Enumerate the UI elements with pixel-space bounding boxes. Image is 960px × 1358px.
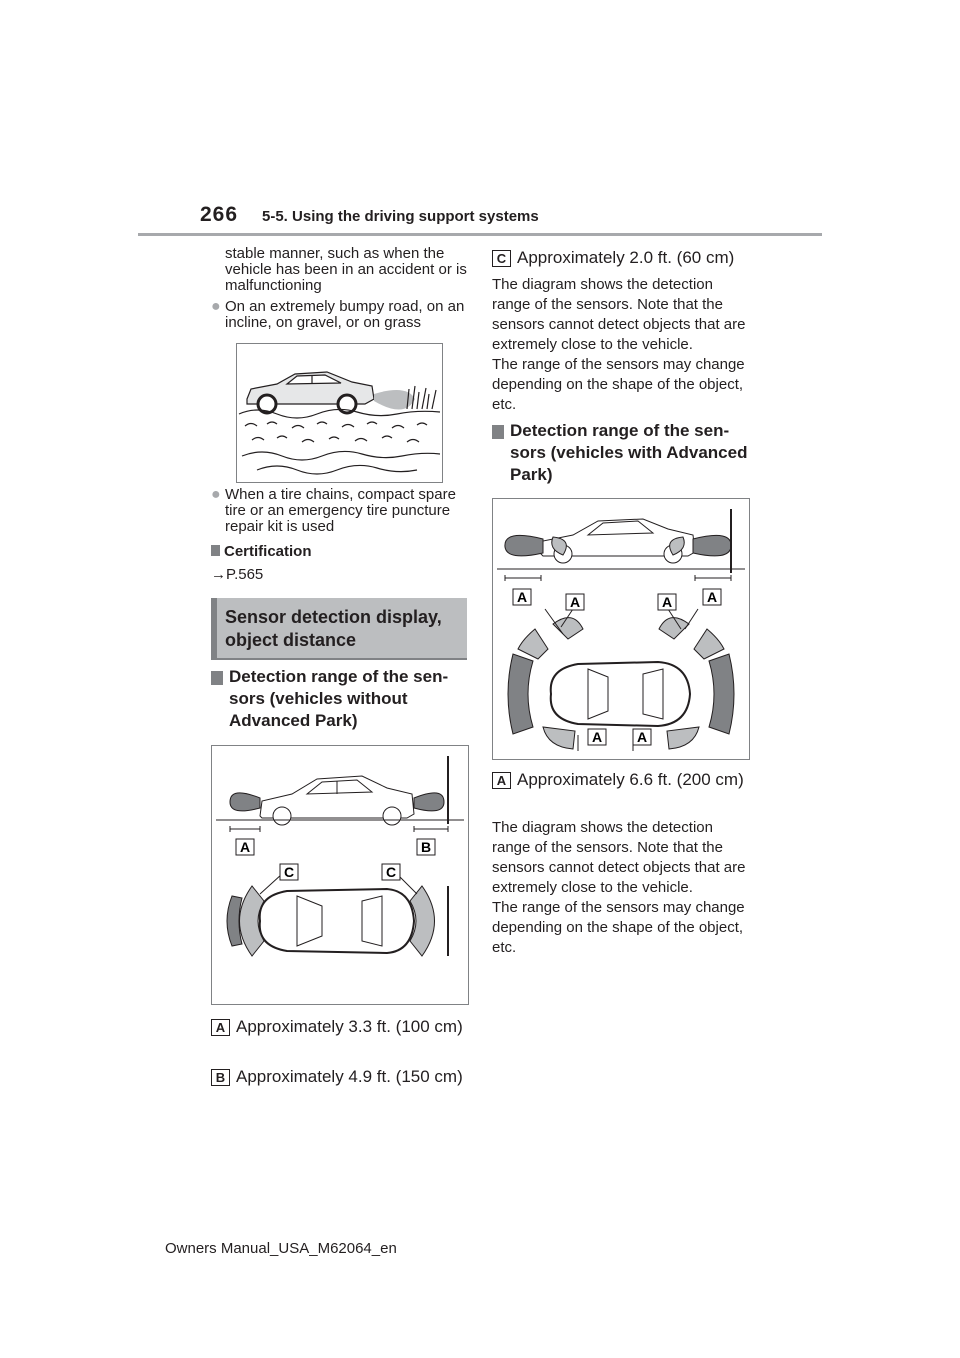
label-c-box: C [492, 250, 511, 267]
note-paragraph: The diagram shows the detection range of the sensors. Note that the sensors cannot detect objects that are extremely close to the vehicle. [492, 276, 746, 353]
note-paragraph: The range of the sensors may change depending on the shape of the object, etc. [492, 356, 745, 413]
fig-label: A [637, 729, 648, 745]
sensor-detection-heading [211, 598, 467, 658]
fig-label: C [284, 864, 295, 880]
bullet-dot-icon: ● [211, 486, 221, 503]
bullet-text: On an extremely bumpy road, on an incline, on gravel, or on grass [225, 298, 465, 331]
legend-text: Approximately 3.3 ft. (100 cm) [236, 1017, 463, 1036]
bullet-item [211, 299, 471, 331]
fig-label: A [592, 729, 603, 745]
heading-text: Sensor detection display, object distance [225, 607, 442, 650]
section-title: 5-5. Using the driving support systems [262, 208, 539, 225]
fig-label: C [386, 864, 397, 880]
label-b-box: B [211, 1069, 230, 1086]
detection-range-figure-2 [492, 498, 750, 760]
bullet-item [211, 487, 471, 535]
header-rule [138, 233, 822, 236]
fig-label: A [240, 839, 251, 855]
legend-item-a2 [492, 768, 752, 818]
detection-range-heading-1 [211, 666, 471, 732]
footer-text: Owners Manual_USA_M62064_en [165, 1240, 397, 1257]
detection-range-figure-1 [211, 745, 469, 1005]
bumpy-road-figure [236, 343, 443, 483]
legend-text: Approximately 4.9 ft. (150 cm) [236, 1067, 463, 1086]
fig-label: A [517, 589, 528, 605]
fig-label: A [570, 594, 581, 610]
arrow-right-icon: → [211, 566, 226, 583]
certification-heading [211, 543, 312, 560]
bullet-dot-icon: ● [211, 298, 221, 315]
note-paragraph: The diagram shows the detection range of the sensors. Note that the sensors cannot detect objects that are extremely close to the vehicle. [492, 819, 746, 896]
certification-ref[interactable] [211, 566, 263, 583]
legend-text: Approximately 6.6 ft. (200 cm) [517, 770, 744, 789]
square-bullet-icon [492, 425, 504, 439]
heading-text: Detection range of the sen-sors (vehicles with Advanced Park) [510, 421, 748, 484]
note-paragraph: The range of the sensors may change depending on the shape of the object, etc. [492, 899, 745, 956]
label-a-box: A [492, 772, 511, 789]
label-a-box: A [211, 1019, 230, 1036]
square-bullet-icon [211, 671, 223, 685]
legend-item-b [211, 1065, 471, 1115]
heading-text: Detection range of the sen-sors (vehicles without Advanced Park) [229, 667, 449, 730]
legend-item-c [492, 246, 752, 272]
bullet-text: When a tire chains, compact spare tire or an emergency tire puncture repair kit is used [225, 486, 456, 535]
fig-label: A [662, 594, 673, 610]
fig-label: A [707, 589, 718, 605]
certification-title: Certification [224, 543, 312, 560]
legend-text: Approximately 2.0 ft. (60 cm) [517, 248, 735, 267]
continued-text: stable manner, such as when the vehicle has been in an accident or is malfunctioning [225, 245, 467, 294]
page-ref: P.565 [226, 566, 264, 583]
heading-underline [211, 658, 467, 660]
detection-range-heading-2 [492, 420, 750, 486]
fig-label: B [421, 839, 432, 855]
page-number: 266 [200, 203, 239, 226]
legend-item-a [211, 1015, 471, 1065]
square-bullet-icon [211, 545, 220, 556]
